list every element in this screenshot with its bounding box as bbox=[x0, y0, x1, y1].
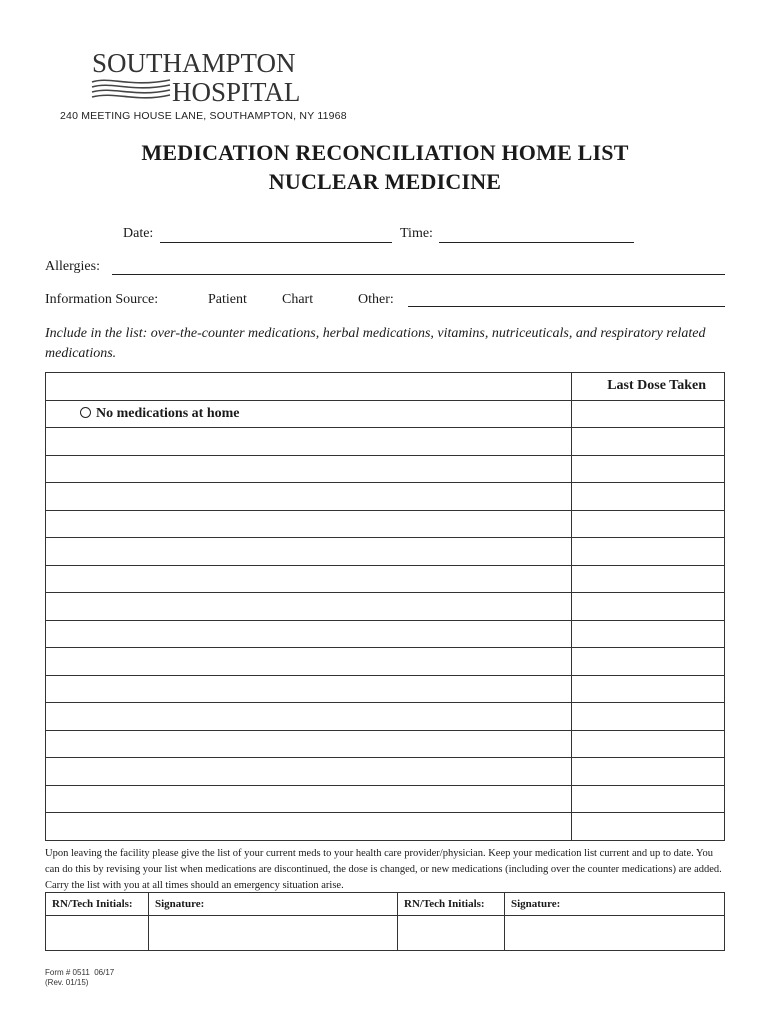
option-patient[interactable]: Patient bbox=[208, 292, 247, 307]
date-label: Date: bbox=[123, 226, 154, 241]
medication-table bbox=[45, 372, 725, 841]
last-dose-cell[interactable] bbox=[571, 483, 724, 511]
medication-cell[interactable] bbox=[46, 813, 572, 841]
rn-initials-header-1: RN/Tech Initials: bbox=[46, 893, 149, 916]
rn-initials-field-2[interactable] bbox=[398, 916, 505, 951]
medication-cell[interactable] bbox=[46, 538, 572, 566]
allergies-field[interactable] bbox=[112, 274, 725, 275]
signature-header-2: Signature: bbox=[505, 893, 725, 916]
table-row bbox=[46, 758, 725, 786]
table-row bbox=[46, 675, 725, 703]
rn-initials-header-2: RN/Tech Initials: bbox=[398, 893, 505, 916]
last-dose-cell[interactable] bbox=[571, 455, 724, 483]
medication-cell[interactable] bbox=[46, 648, 572, 676]
hospital-address: 240 MEETING HOUSE LANE, SOUTHAMPTON, NY 11968 bbox=[60, 110, 347, 122]
last-dose-cell[interactable] bbox=[571, 593, 724, 621]
last-dose-cell[interactable] bbox=[571, 510, 724, 538]
form-revision: (Rev. 01/15) bbox=[45, 978, 89, 987]
medication-cell[interactable] bbox=[46, 455, 572, 483]
hospital-logo bbox=[60, 46, 340, 106]
wave-icon bbox=[92, 80, 170, 98]
table-row bbox=[46, 593, 725, 621]
form-subtitle: NUCLEAR MEDICINE bbox=[268, 169, 502, 194]
medication-cell[interactable] bbox=[46, 785, 572, 813]
medication-cell[interactable] bbox=[46, 758, 572, 786]
form-number-block bbox=[45, 968, 114, 988]
radio-icon[interactable] bbox=[80, 407, 91, 418]
medication-cell[interactable] bbox=[46, 593, 572, 621]
signature-header-1: Signature: bbox=[149, 893, 398, 916]
medication-header-cell bbox=[46, 373, 572, 401]
form-number: Form # 0511 06/17 bbox=[45, 968, 115, 977]
date-field[interactable] bbox=[160, 242, 392, 243]
no-medications-option[interactable] bbox=[46, 400, 572, 428]
logo-line2: HOSPITAL bbox=[172, 77, 301, 106]
table-header-row bbox=[46, 373, 725, 401]
table-row bbox=[46, 785, 725, 813]
table-row bbox=[46, 565, 725, 593]
last-dose-cell[interactable] bbox=[571, 538, 724, 566]
table-row bbox=[46, 538, 725, 566]
medication-cell[interactable] bbox=[46, 510, 572, 538]
signature-field-2[interactable] bbox=[505, 916, 725, 951]
form-title: MEDICATION RECONCILIATION HOME LIST bbox=[141, 140, 629, 165]
medication-cell[interactable] bbox=[46, 565, 572, 593]
other-field[interactable] bbox=[408, 306, 725, 307]
option-chart[interactable]: Chart bbox=[282, 292, 314, 307]
table-row bbox=[46, 483, 725, 511]
last-dose-header: Last Dose Taken bbox=[571, 373, 724, 401]
last-dose-cell[interactable] bbox=[571, 703, 724, 731]
table-row bbox=[46, 455, 725, 483]
table-row bbox=[46, 620, 725, 648]
last-dose-cell[interactable] bbox=[571, 648, 724, 676]
table-row bbox=[46, 813, 725, 841]
medication-cell[interactable] bbox=[46, 483, 572, 511]
table-row bbox=[46, 703, 725, 731]
last-dose-cell[interactable] bbox=[571, 565, 724, 593]
info-source-label: Information Source: bbox=[45, 292, 159, 307]
no-medications-label: No medications at home bbox=[96, 405, 240, 421]
time-label: Time: bbox=[400, 226, 433, 241]
last-dose-cell[interactable] bbox=[571, 730, 724, 758]
table-row bbox=[46, 428, 725, 456]
rn-initials-field-1[interactable] bbox=[46, 916, 149, 951]
table-row bbox=[46, 730, 725, 758]
signature-header-row bbox=[46, 893, 725, 916]
notice-text: Upon leaving the facility please give the list of your current meds to your health care provider/physician. Keep your medication list current and up to date. You can do this by revising your list when medications are discontinued, the dose is changed, or new medications (including over the counter medications) are added. Carry the list with you at all times should an emergency situation arise. bbox=[45, 848, 722, 891]
medication-cell[interactable] bbox=[46, 675, 572, 703]
signature-table bbox=[45, 892, 725, 951]
medication-cell[interactable] bbox=[46, 703, 572, 731]
last-dose-cell[interactable] bbox=[571, 400, 724, 428]
last-dose-cell[interactable] bbox=[571, 813, 724, 841]
last-dose-cell[interactable] bbox=[571, 620, 724, 648]
last-dose-cell[interactable] bbox=[571, 785, 724, 813]
last-dose-cell[interactable] bbox=[571, 758, 724, 786]
table-row bbox=[46, 648, 725, 676]
time-field[interactable] bbox=[439, 242, 634, 243]
medication-cell[interactable] bbox=[46, 428, 572, 456]
medication-cell[interactable] bbox=[46, 620, 572, 648]
instructions: Include in the list: over-the-counter medications, herbal medications, vitamins, nutriceuticals, and respiratory related medications. bbox=[45, 326, 706, 361]
signature-field-1[interactable] bbox=[149, 916, 398, 951]
table-row bbox=[46, 510, 725, 538]
allergies-label: Allergies: bbox=[45, 259, 100, 274]
last-dose-cell[interactable] bbox=[571, 675, 724, 703]
medication-cell[interactable] bbox=[46, 730, 572, 758]
other-label: Other: bbox=[358, 292, 394, 307]
no-medications-row bbox=[46, 400, 725, 428]
last-dose-cell[interactable] bbox=[571, 428, 724, 456]
logo-line1: SOUTHAMPTON bbox=[92, 48, 296, 78]
signature-entry-row bbox=[46, 916, 725, 951]
